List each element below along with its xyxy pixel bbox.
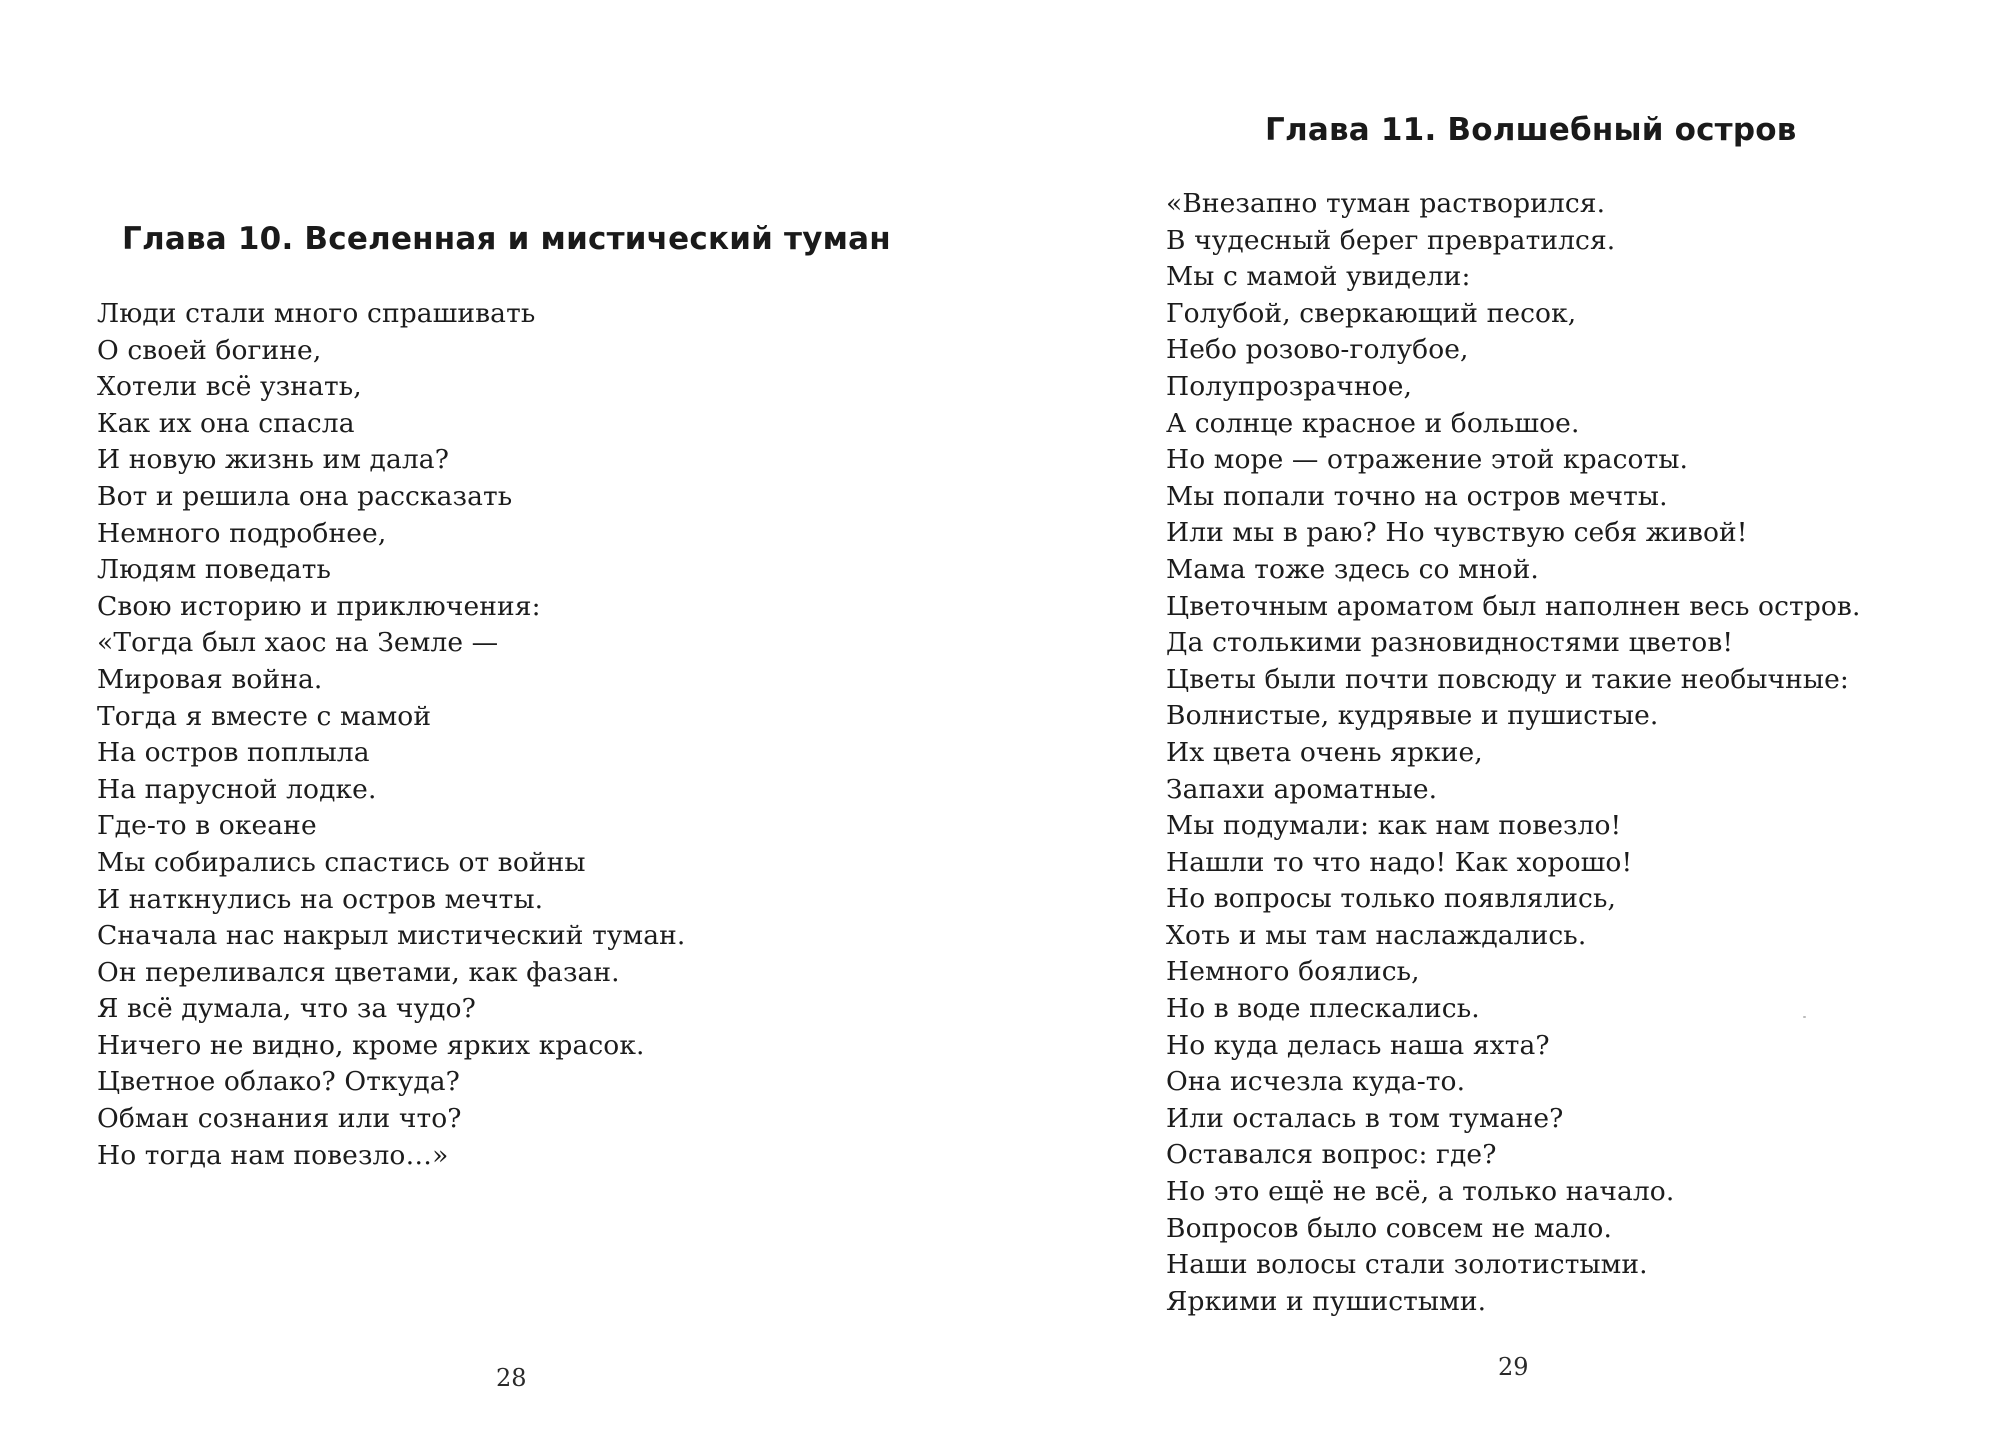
verse-line: Но тогда нам повезло…» bbox=[97, 1139, 449, 1171]
verse-line: Но куда делась наша яхта? bbox=[1166, 1029, 1550, 1061]
verse-line: О своей богине, bbox=[97, 334, 322, 366]
chapter-10-title: Глава 10. Вселенная и мистический туман bbox=[122, 221, 891, 257]
verse-line: Полупрозрачное, bbox=[1166, 370, 1413, 402]
verse-line: Яркими и пушистыми. bbox=[1166, 1285, 1487, 1317]
verse-line: Но в воде плескались. bbox=[1166, 993, 1480, 1025]
verse-line: Или осталась в том тумане? bbox=[1166, 1102, 1564, 1134]
verse-line: Он переливался цветами, как фазан. bbox=[97, 956, 620, 988]
verse-line: Я всё думала, что за чудо? bbox=[97, 993, 476, 1025]
verse-line: Мы подумали: как нам повезло! bbox=[1166, 810, 1622, 842]
verse-line: И наткнулись на остров мечты. bbox=[97, 883, 544, 915]
verse-line: Мы попали точно на остров мечты. bbox=[1166, 480, 1668, 512]
verse-line: На парусной лодке. bbox=[97, 773, 377, 805]
verse-line: Или мы в раю? Но чувствую себя живой! bbox=[1166, 517, 1748, 549]
verse-line: Мы собирались спастись от войны bbox=[97, 846, 586, 878]
verse-line: Тогда я вместе с мамой bbox=[97, 700, 432, 732]
verse-line: Оставался вопрос: где? bbox=[1166, 1139, 1497, 1171]
verse-line: Как их она спасла bbox=[97, 407, 355, 439]
verse-line: «Тогда был хаос на Земле — bbox=[97, 627, 499, 659]
verse-line: На остров поплыла bbox=[97, 737, 370, 769]
verse-line: Запахи ароматные. bbox=[1166, 773, 1438, 805]
print-speck bbox=[1803, 1016, 1806, 1018]
verse-line: Немного подробнее, bbox=[97, 517, 387, 549]
verse-line: Ничего не видно, кроме ярких красок. bbox=[97, 1029, 645, 1061]
verse-line: Наши волосы стали золотистыми. bbox=[1166, 1249, 1648, 1281]
verse-line: Хоть и мы там наслаждались. bbox=[1166, 919, 1587, 951]
verse-line: Сначала нас накрыл мистический туман. bbox=[97, 920, 686, 952]
verse-line: Мама тоже здесь со мной. bbox=[1166, 553, 1539, 585]
page-number-29: 29 bbox=[1498, 1353, 1529, 1381]
verse-line: Она исчезла куда-то. bbox=[1166, 1066, 1466, 1098]
page-number-28: 28 bbox=[496, 1364, 527, 1392]
verse-line: Мы с мамой увидели: bbox=[1166, 261, 1471, 293]
verse-line: И новую жизнь им дала? bbox=[97, 444, 450, 476]
right-page bbox=[1000, 0, 2000, 1456]
verse-line: Вот и решила она рассказать bbox=[97, 480, 513, 512]
verse-line: Цветочным ароматом был наполнен весь остров. bbox=[1166, 590, 1861, 622]
verse-line: Обман сознания или что? bbox=[97, 1103, 462, 1135]
verse-line: Да столькими разновидностями цветов! bbox=[1166, 627, 1734, 659]
verse-line: Цветы были почти повсюду и такие необычные: bbox=[1166, 663, 1849, 695]
verse-line: Хотели всё узнать, bbox=[97, 371, 362, 403]
verse-line: «Внезапно туман растворился. bbox=[1166, 188, 1606, 219]
verse-line: Немного боялись, bbox=[1166, 956, 1420, 988]
verse-line: Волнистые, кудрявые и пушистые. bbox=[1166, 700, 1659, 732]
verse-line: Но море — отражение этой красоты. bbox=[1166, 444, 1689, 476]
verse-line: Их цвета очень яркие, bbox=[1166, 736, 1483, 768]
verse-line: Но это ещё не всё, а только начало. bbox=[1166, 1176, 1675, 1208]
chapter-10-verse bbox=[97, 296, 977, 1174]
verse-line: Мировая война. bbox=[97, 663, 323, 695]
verse-line: Цветное облако? Откуда? bbox=[97, 1066, 460, 1098]
verse-line: А солнце красное и большое. bbox=[1166, 407, 1580, 439]
verse-line: Людям поведать bbox=[97, 554, 332, 586]
verse-line: Вопросов было совсем не мало. bbox=[1166, 1212, 1612, 1244]
verse-line: Где-то в океане bbox=[97, 810, 317, 842]
verse-line: Свою историю и приключения: bbox=[97, 590, 541, 622]
verse-line: Люди стали много спрашивать bbox=[97, 298, 536, 329]
verse-line: Нашли то что надо! Как хорошо! bbox=[1166, 846, 1633, 878]
chapter-11-verse bbox=[1166, 186, 1996, 1320]
verse-line: Голубой, сверкающий песок, bbox=[1166, 297, 1577, 329]
verse-line: Небо розово-голубое, bbox=[1166, 334, 1469, 366]
chapter-11-title: Глава 11. Волшебный остров bbox=[1265, 112, 1797, 148]
verse-line: В чудесный берег превратился. bbox=[1166, 224, 1616, 256]
verse-line: Но вопросы только появлялись, bbox=[1166, 883, 1617, 915]
